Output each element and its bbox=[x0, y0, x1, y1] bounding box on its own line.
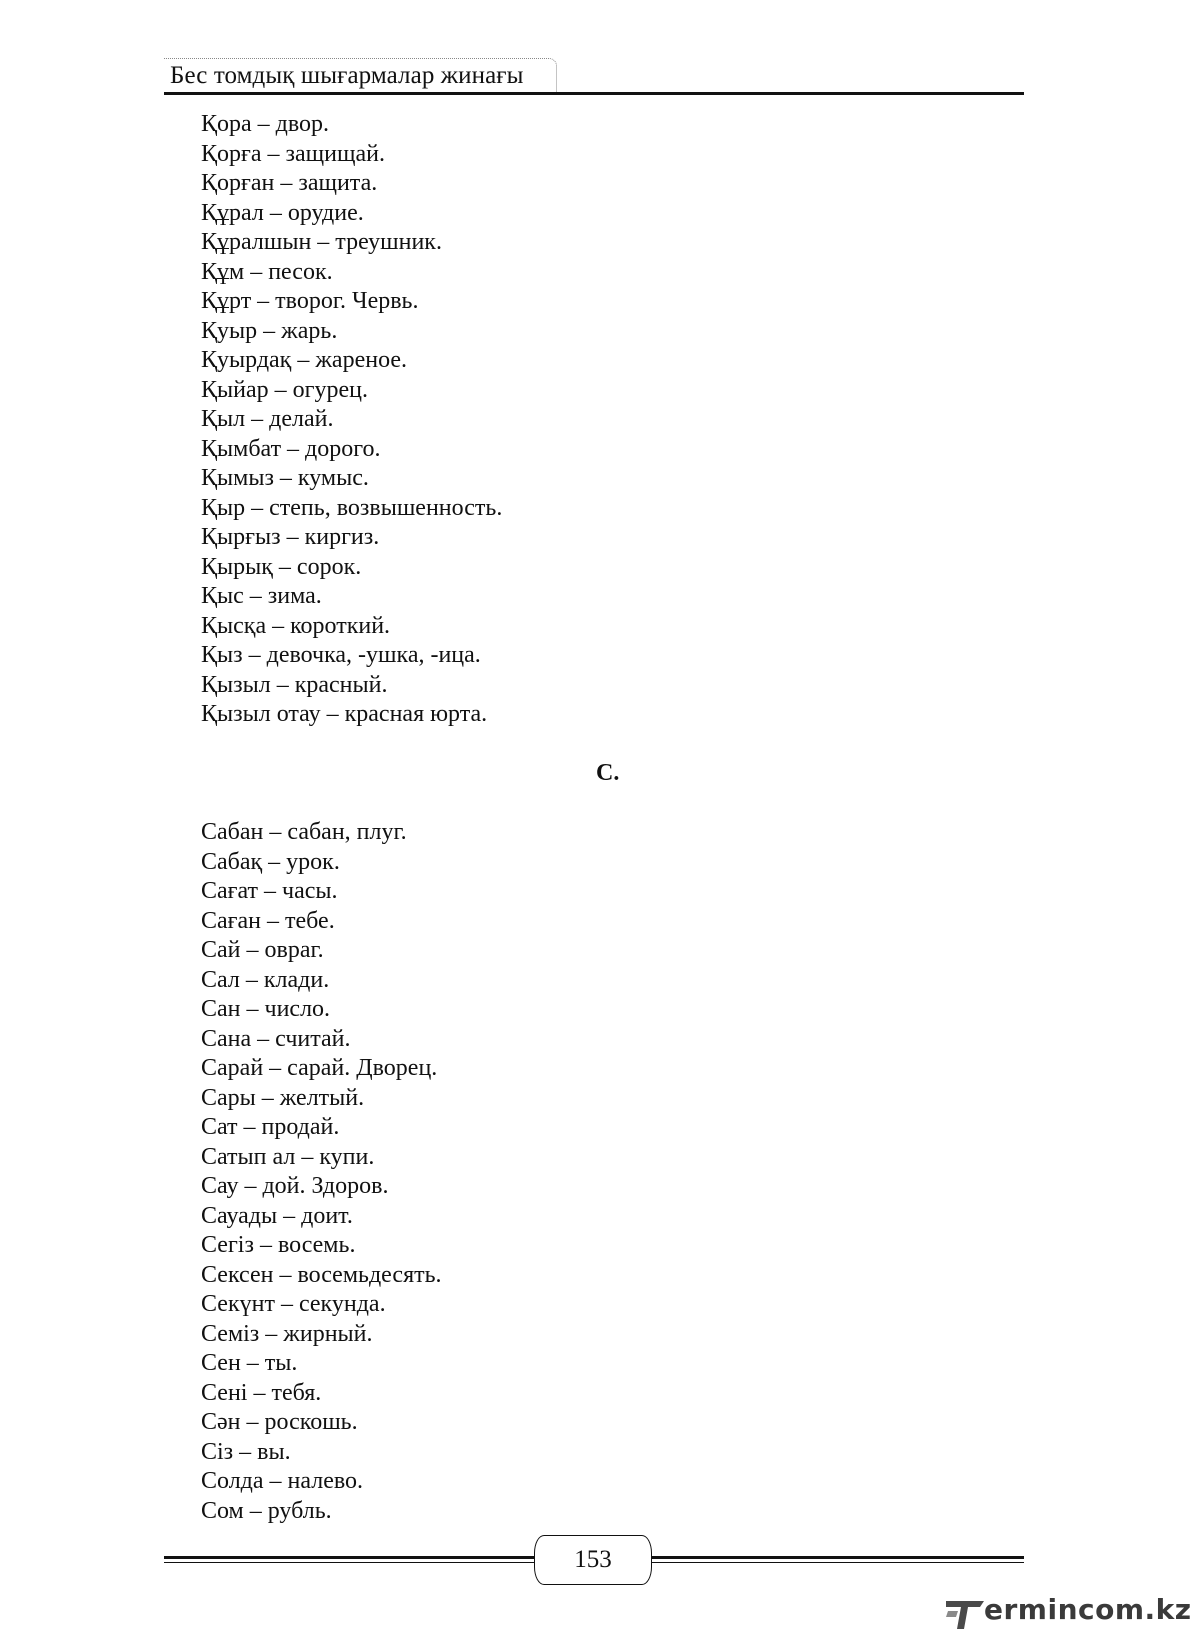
glossary-entry: Сал – клади. bbox=[201, 966, 330, 993]
glossary-entry: Сатып ал – купи. bbox=[201, 1143, 375, 1170]
glossary-entry: Сіз – вы. bbox=[201, 1438, 291, 1465]
glossary-entry: Сай – овраг. bbox=[201, 937, 324, 963]
glossary-entry: Сексен – восемьдесять. bbox=[201, 1261, 442, 1288]
glossary-entry: Құралшын – треушник. bbox=[201, 229, 442, 255]
footer-rule-left bbox=[164, 1556, 536, 1563]
watermark-logo-icon bbox=[944, 1597, 988, 1631]
glossary-entry: Қымбат – дорого. bbox=[201, 435, 381, 462]
glossary-entry: Құрт – творог. Червь. bbox=[201, 288, 419, 314]
glossary-entry: Қырғыз – киргиз. bbox=[201, 524, 380, 550]
page-number-frame bbox=[534, 1535, 652, 1585]
glossary-entry: Құрал – орудие. bbox=[201, 199, 364, 226]
glossary-entry: Сен – ты. bbox=[201, 1350, 298, 1376]
watermark-text: ermincom.kz bbox=[984, 1593, 1192, 1626]
glossary-entry: Сабан – сабан, плуг. bbox=[201, 819, 407, 845]
site-watermark bbox=[944, 1593, 1192, 1633]
glossary-entry: Қыр – степь, возвышенность. bbox=[201, 494, 503, 521]
glossary-entry: Солда – налево. bbox=[201, 1468, 364, 1494]
glossary-entry: Сән – роскошь. bbox=[201, 1409, 358, 1435]
glossary-entry: Қорған – защита. bbox=[201, 170, 378, 196]
glossary-entry: Сауады – доит. bbox=[201, 1202, 353, 1229]
glossary-entry: Сана – считай. bbox=[201, 1025, 351, 1052]
glossary-entry: Сау – дой. Здоров. bbox=[201, 1173, 389, 1199]
glossary-entry: Қуырдақ – жареное. bbox=[201, 347, 408, 373]
running-head bbox=[164, 54, 1024, 94]
glossary-entry: Қора – двор. bbox=[201, 111, 330, 137]
glossary-entry: Қызыл – красный. bbox=[201, 671, 388, 698]
glossary-entry: Қырық – сорок. bbox=[201, 553, 362, 580]
glossary-entry: Құм – песок. bbox=[201, 258, 333, 285]
glossary-entry: Саған – тебе. bbox=[201, 907, 335, 934]
glossary-entry: Қуыр – жарь. bbox=[201, 317, 338, 344]
glossary-entry: Сабақ – урок. bbox=[201, 848, 340, 875]
glossary-entry: Қорға – защищай. bbox=[201, 140, 385, 167]
glossary-section-s bbox=[201, 818, 442, 1526]
glossary-entry: Қыз – девочка, -ушка, -ица. bbox=[201, 642, 481, 668]
glossary-entry: Сарай – сарай. Дворец. bbox=[201, 1055, 438, 1081]
glossary-entry: Сан – число. bbox=[201, 996, 331, 1022]
page-footer bbox=[164, 1535, 1024, 1585]
glossary-entry: Сары – желтый. bbox=[201, 1084, 365, 1111]
glossary-entry: Сағат – часы. bbox=[201, 878, 338, 904]
glossary-entry: Қызыл отау – красная юрта. bbox=[201, 701, 488, 727]
header-rule bbox=[164, 92, 1024, 95]
glossary-section-q bbox=[201, 110, 502, 730]
glossary-entry: Сегіз – восемь. bbox=[201, 1232, 356, 1258]
footer-rule-right bbox=[648, 1556, 1024, 1563]
glossary-entry: Сат – продай. bbox=[201, 1114, 340, 1140]
book-title: Бес томдық шығармалар жинағы bbox=[170, 62, 524, 89]
section-heading-s: С. bbox=[596, 760, 620, 786]
glossary-entry: Қымыз – кумыс. bbox=[201, 465, 369, 491]
page-number: 153 bbox=[574, 1546, 612, 1573]
glossary-entry: Қыс – зима. bbox=[201, 583, 322, 609]
glossary-entry: Сом – рубль. bbox=[201, 1497, 332, 1524]
glossary-entry: Қыл – делай. bbox=[201, 406, 334, 432]
glossary-entry: Семіз – жирный. bbox=[201, 1320, 373, 1347]
glossary-entry: Секүнт – секунда. bbox=[201, 1291, 386, 1317]
glossary-entry: Қыйар – огурец. bbox=[201, 376, 368, 403]
glossary-entry: Сені – тебя. bbox=[201, 1379, 322, 1406]
glossary-entry: Қысқа – короткий. bbox=[201, 612, 391, 639]
